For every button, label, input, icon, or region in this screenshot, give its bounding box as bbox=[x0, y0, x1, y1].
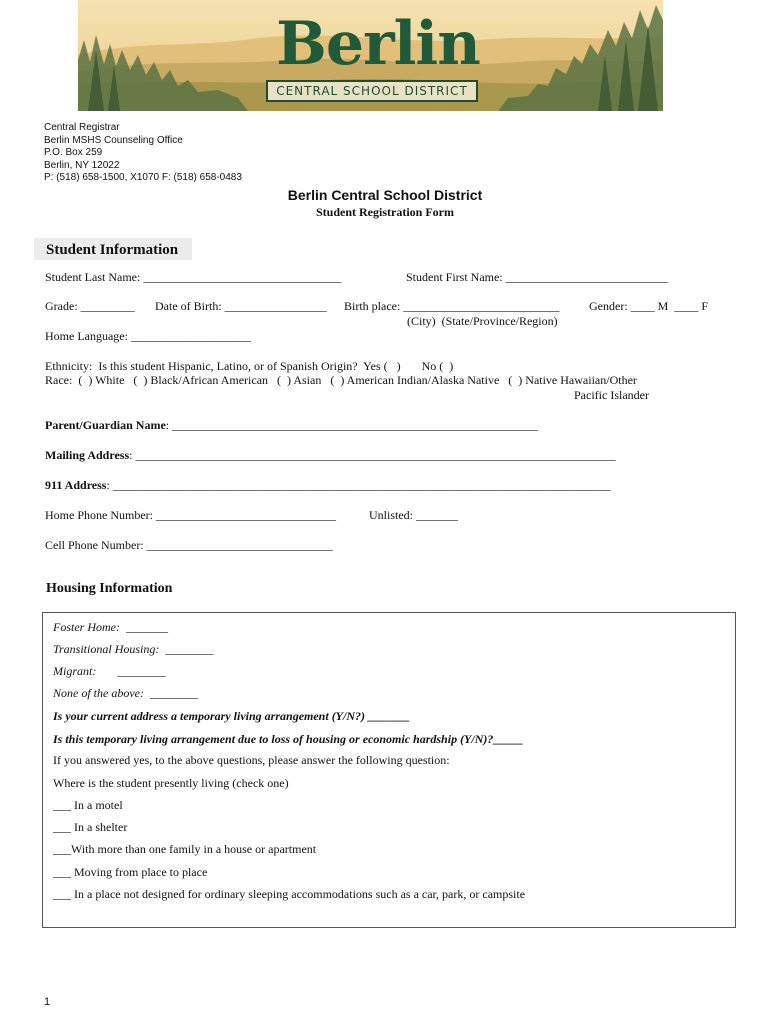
cell-phone-field[interactable]: Cell Phone Number: _______________________________ bbox=[45, 538, 333, 552]
guardian-name-label: Parent/Guardian Name bbox=[45, 418, 166, 432]
living-option-moving[interactable]: ___ Moving from place to place bbox=[53, 865, 208, 879]
registrar-address bbox=[44, 122, 242, 185]
home-language-field[interactable]: Home Language: ____________________ bbox=[45, 329, 251, 343]
page-number: 1 bbox=[44, 996, 51, 1008]
e911-address-field[interactable] bbox=[45, 478, 611, 493]
none-of-above-field[interactable]: None of the above: ________ bbox=[53, 686, 198, 700]
birth-place-field[interactable]: Birth place: __________________________ bbox=[344, 299, 560, 313]
migrant-field[interactable]: Migrant: ________ bbox=[53, 664, 166, 678]
guardian-name-line[interactable]: : _____________________________________________________________ bbox=[165, 418, 539, 432]
mailing-address-label: Mailing Address bbox=[45, 448, 130, 462]
ethnicity-question[interactable]: Ethnicity: Is this student Hispanic, Latino, or of Spanish Origin? Yes ( ) No ( ) bbox=[45, 359, 454, 373]
housing-info-heading: Housing Information bbox=[46, 581, 173, 596]
address-line: Berlin, NY 12022 bbox=[44, 159, 120, 171]
e911-address-line[interactable]: : ___________________________________________________________________________________ bbox=[106, 478, 611, 492]
student-info-heading: Student Information bbox=[34, 238, 192, 260]
home-phone-field[interactable]: Home Phone Number: ______________________________ bbox=[45, 508, 336, 522]
date-of-birth-field[interactable]: Date of Birth: _________________ bbox=[155, 299, 327, 313]
mailing-address-field[interactable] bbox=[45, 448, 615, 463]
e911-address-label: 911 Address bbox=[45, 478, 107, 492]
gender-field[interactable]: Gender: ____ M ____ F bbox=[589, 299, 708, 313]
race-question[interactable]: Race: ( ) White ( ) Black/African American ( ) Asian ( ) American Indian/Alaska Native ( ) Native Hawaiian/Other bbox=[45, 373, 637, 387]
student-last-name-field[interactable]: Student Last Name: _________________________________ bbox=[45, 270, 342, 284]
housing-info-box bbox=[42, 612, 736, 928]
grade-field[interactable]: Grade: _________ bbox=[45, 299, 135, 313]
address-line: Central Registrar bbox=[44, 122, 120, 133]
mailing-address-line[interactable]: : ________________________________________________________________________________ bbox=[129, 448, 616, 462]
address-line: P: (518) 658-1500, X1070 F: (518) 658-0483 bbox=[44, 172, 242, 184]
birth-place-hint: (City) (State/Province/Region) bbox=[407, 314, 558, 328]
guardian-name-field[interactable] bbox=[45, 418, 538, 433]
form-title: Berlin Central School District bbox=[287, 187, 483, 203]
living-option-motel[interactable]: ___ In a motel bbox=[53, 798, 123, 812]
race-question-continued: Pacific Islander bbox=[574, 388, 649, 402]
student-first-name-field[interactable]: Student First Name: ___________________________ bbox=[406, 270, 668, 284]
living-option-not-designed[interactable]: ___ In a place not designed for ordinary sleeping accommodations such as a car, park, or campsite bbox=[53, 887, 526, 901]
form-subtitle: Student Registration Form bbox=[316, 205, 454, 219]
district-logo-banner bbox=[78, 0, 663, 111]
if-yes-instruction: If you answered yes, to the above questions, please answer the following question: bbox=[53, 753, 450, 767]
temporary-arrangement-question[interactable]: Is your current address a temporary living arrangement (Y/N?) _______ bbox=[53, 709, 411, 723]
foster-home-field[interactable]: Foster Home: _______ bbox=[53, 620, 168, 634]
address-line: Berlin MSHS Counseling Office bbox=[44, 134, 183, 146]
address-line: P.O. Box 259 bbox=[44, 147, 103, 159]
living-option-shared-house[interactable]: ___With more than one family in a house or apartment bbox=[53, 842, 317, 856]
logo-title: Berlin bbox=[276, 9, 480, 79]
where-living-question: Where is the student presently living (check one) bbox=[53, 776, 289, 790]
living-option-shelter[interactable]: ___ In a shelter bbox=[53, 820, 128, 834]
unlisted-field[interactable]: Unlisted: _______ bbox=[369, 508, 458, 522]
transitional-housing-field[interactable]: Transitional Housing: ________ bbox=[53, 642, 214, 656]
logo-subtitle: CENTRAL SCHOOL DISTRICT bbox=[266, 80, 478, 102]
loss-of-housing-question[interactable]: Is this temporary living arrangement due to loss of housing or economic hardship (Y/N)?_____ bbox=[53, 732, 524, 746]
